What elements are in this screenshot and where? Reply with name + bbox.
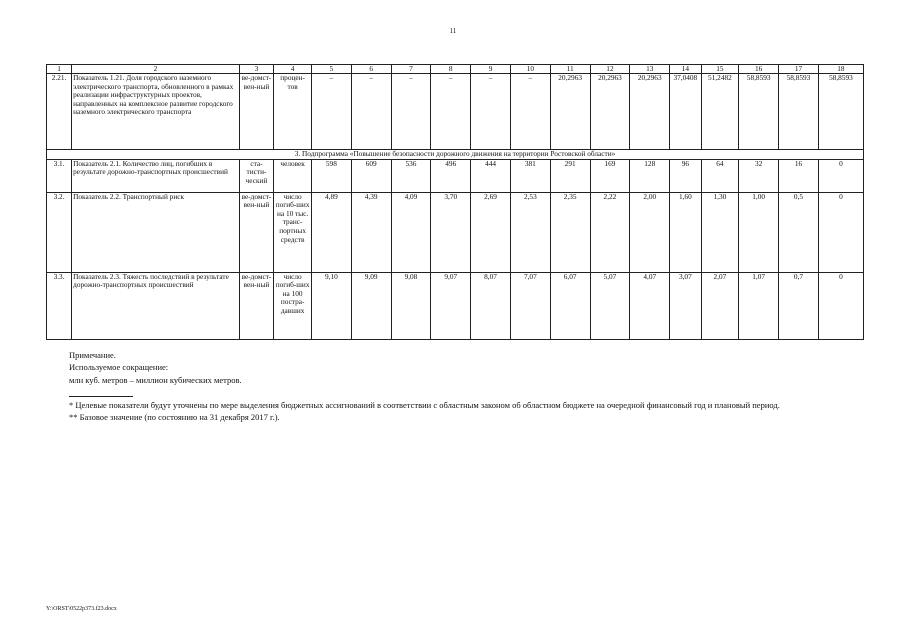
value-cell: 444	[471, 159, 511, 192]
value-cell: 0,7	[779, 272, 819, 339]
value-cell: –	[431, 74, 471, 150]
indicator-type: ве-домст-вен-ный	[239, 192, 274, 272]
indicator-type: ве-домст-вен-ный	[239, 272, 274, 339]
header-cell: 16	[739, 65, 779, 74]
table-row	[47, 272, 864, 339]
header-cell: 14	[670, 65, 701, 74]
row-number: 3.1.	[47, 159, 72, 192]
value-cell: 0	[818, 192, 863, 272]
value-cell: 0	[818, 272, 863, 339]
header-cell: 4	[274, 65, 312, 74]
header-cell: 9	[471, 65, 511, 74]
header-cell: 8	[431, 65, 471, 74]
table-row	[47, 192, 864, 272]
table-row	[47, 159, 864, 192]
indicator-type: ве-домст-вен-ный	[239, 74, 274, 150]
value-cell: 6,07	[550, 272, 590, 339]
header-cell: 12	[590, 65, 630, 74]
footnote-2: ** Базовое значение (по состоянию на 31 декабря 2017 г.).	[69, 412, 280, 423]
table-row	[47, 74, 864, 150]
row-number: 3.2.	[47, 192, 72, 272]
value-cell: 58,8593	[818, 74, 863, 150]
value-cell: 16	[779, 159, 819, 192]
value-cell: 598	[311, 159, 351, 192]
subprogram-row	[47, 150, 864, 160]
value-cell: 1,00	[739, 192, 779, 272]
value-cell: 169	[590, 159, 630, 192]
page-number: 11	[449, 27, 457, 35]
value-cell: 609	[351, 159, 391, 192]
value-cell: 9,09	[351, 272, 391, 339]
header-cell: 11	[550, 65, 590, 74]
value-cell: 2,53	[510, 192, 550, 272]
value-cell: 1,07	[739, 272, 779, 339]
header-cell: 17	[779, 65, 819, 74]
indicator-name: Показатель 1.21. Доля городского наземного электрического транспорта, обновленного в рамках реализации инфраструктурных проектов, направленных на комплексное развитие городского наземного электрического транспорта	[72, 74, 240, 150]
value-cell: 291	[550, 159, 590, 192]
indicator-unit: число погиб-ших на 10 тыс. транс-портных средств	[274, 192, 312, 272]
value-cell: 4,89	[311, 192, 351, 272]
indicator-unit: число погиб-ших на 100 постра-давших	[274, 272, 312, 339]
row-number: 2.21.	[47, 74, 72, 150]
row-number: 3.3.	[47, 272, 72, 339]
value-cell: 3,07	[670, 272, 701, 339]
header-cell: 3	[239, 65, 274, 74]
abbreviation-text: млн куб. метров – миллион кубических метров.	[69, 374, 242, 385]
value-cell: 96	[670, 159, 701, 192]
value-cell: –	[471, 74, 511, 150]
footnote-divider	[69, 396, 133, 397]
value-cell: 536	[391, 159, 431, 192]
header-cell: 10	[510, 65, 550, 74]
indicator-type: ста-тисти-ческий	[239, 159, 274, 192]
value-cell: 496	[431, 159, 471, 192]
value-cell: 64	[701, 159, 739, 192]
value-cell: 7,07	[510, 272, 550, 339]
indicator-name: Показатель 2.3. Тяжесть последствий в результате дорожно-транспортных происшествий	[72, 272, 240, 339]
value-cell: 2,00	[630, 192, 670, 272]
value-cell: 1,30	[701, 192, 739, 272]
value-cell: 37,0408	[670, 74, 701, 150]
value-cell: 2,69	[471, 192, 511, 272]
header-cell: 6	[351, 65, 391, 74]
value-cell: 8,07	[471, 272, 511, 339]
value-cell: 381	[510, 159, 550, 192]
indicator-name: Показатель 2.1. Количество лиц, погибших в результате дорожно-транспортных происшествий	[72, 159, 240, 192]
header-cell: 18	[818, 65, 863, 74]
header-cell: 13	[630, 65, 670, 74]
value-cell: 2,35	[550, 192, 590, 272]
header-cell: 15	[701, 65, 739, 74]
value-cell: 2,22	[590, 192, 630, 272]
value-cell: 4,07	[630, 272, 670, 339]
value-cell: –	[510, 74, 550, 150]
value-cell: 9,08	[391, 272, 431, 339]
indicator-name: Показатель 2.2. Транспортный риск	[72, 192, 240, 272]
abbreviation-intro: Используемое сокращение:	[69, 362, 169, 373]
value-cell: 0	[818, 159, 863, 192]
notes	[69, 349, 242, 386]
table-header-row	[47, 65, 864, 74]
value-cell: 4,09	[391, 192, 431, 272]
value-cell: 20,2963	[630, 74, 670, 150]
header-cell: 5	[311, 65, 351, 74]
value-cell: 5,07	[590, 272, 630, 339]
value-cell: 9,10	[311, 272, 351, 339]
value-cell: 4,39	[351, 192, 391, 272]
value-cell: –	[351, 74, 391, 150]
header-cell: 2	[72, 65, 240, 74]
footnote-1: * Целевые показатели будут уточнены по мере выделения бюджетных ассигнований в соответствии с областным законом об областном бюджете на очередной финансовый год и плановый период.	[69, 400, 780, 410]
value-cell: 2,07	[701, 272, 739, 339]
value-cell: 0,5	[779, 192, 819, 272]
subprogram-title: 3. Подпрограмма «Повышение безопасности дорожного движения на территории Ростовской области»	[47, 150, 864, 160]
value-cell: 1,60	[670, 192, 701, 272]
indicator-unit: человек	[274, 159, 312, 192]
value-cell: 20,2963	[590, 74, 630, 150]
value-cell: 58,8593	[779, 74, 819, 150]
file-path-footer: Y:\ORST\0522p373.f23.docx	[46, 606, 117, 612]
indicator-unit: процен-тов	[274, 74, 312, 150]
value-cell: 58,8593	[739, 74, 779, 150]
value-cell: 128	[630, 159, 670, 192]
value-cell: 9,07	[431, 272, 471, 339]
header-cell: 7	[391, 65, 431, 74]
value-cell: 51,2482	[701, 74, 739, 150]
value-cell: –	[391, 74, 431, 150]
value-cell: 32	[739, 159, 779, 192]
indicators-table	[46, 64, 864, 340]
value-cell: –	[311, 74, 351, 150]
value-cell: 3,70	[431, 192, 471, 272]
notes-title: Примечание.	[69, 350, 116, 360]
header-cell: 1	[47, 65, 72, 74]
footnotes	[55, 399, 867, 424]
value-cell: 20,2963	[550, 74, 590, 150]
